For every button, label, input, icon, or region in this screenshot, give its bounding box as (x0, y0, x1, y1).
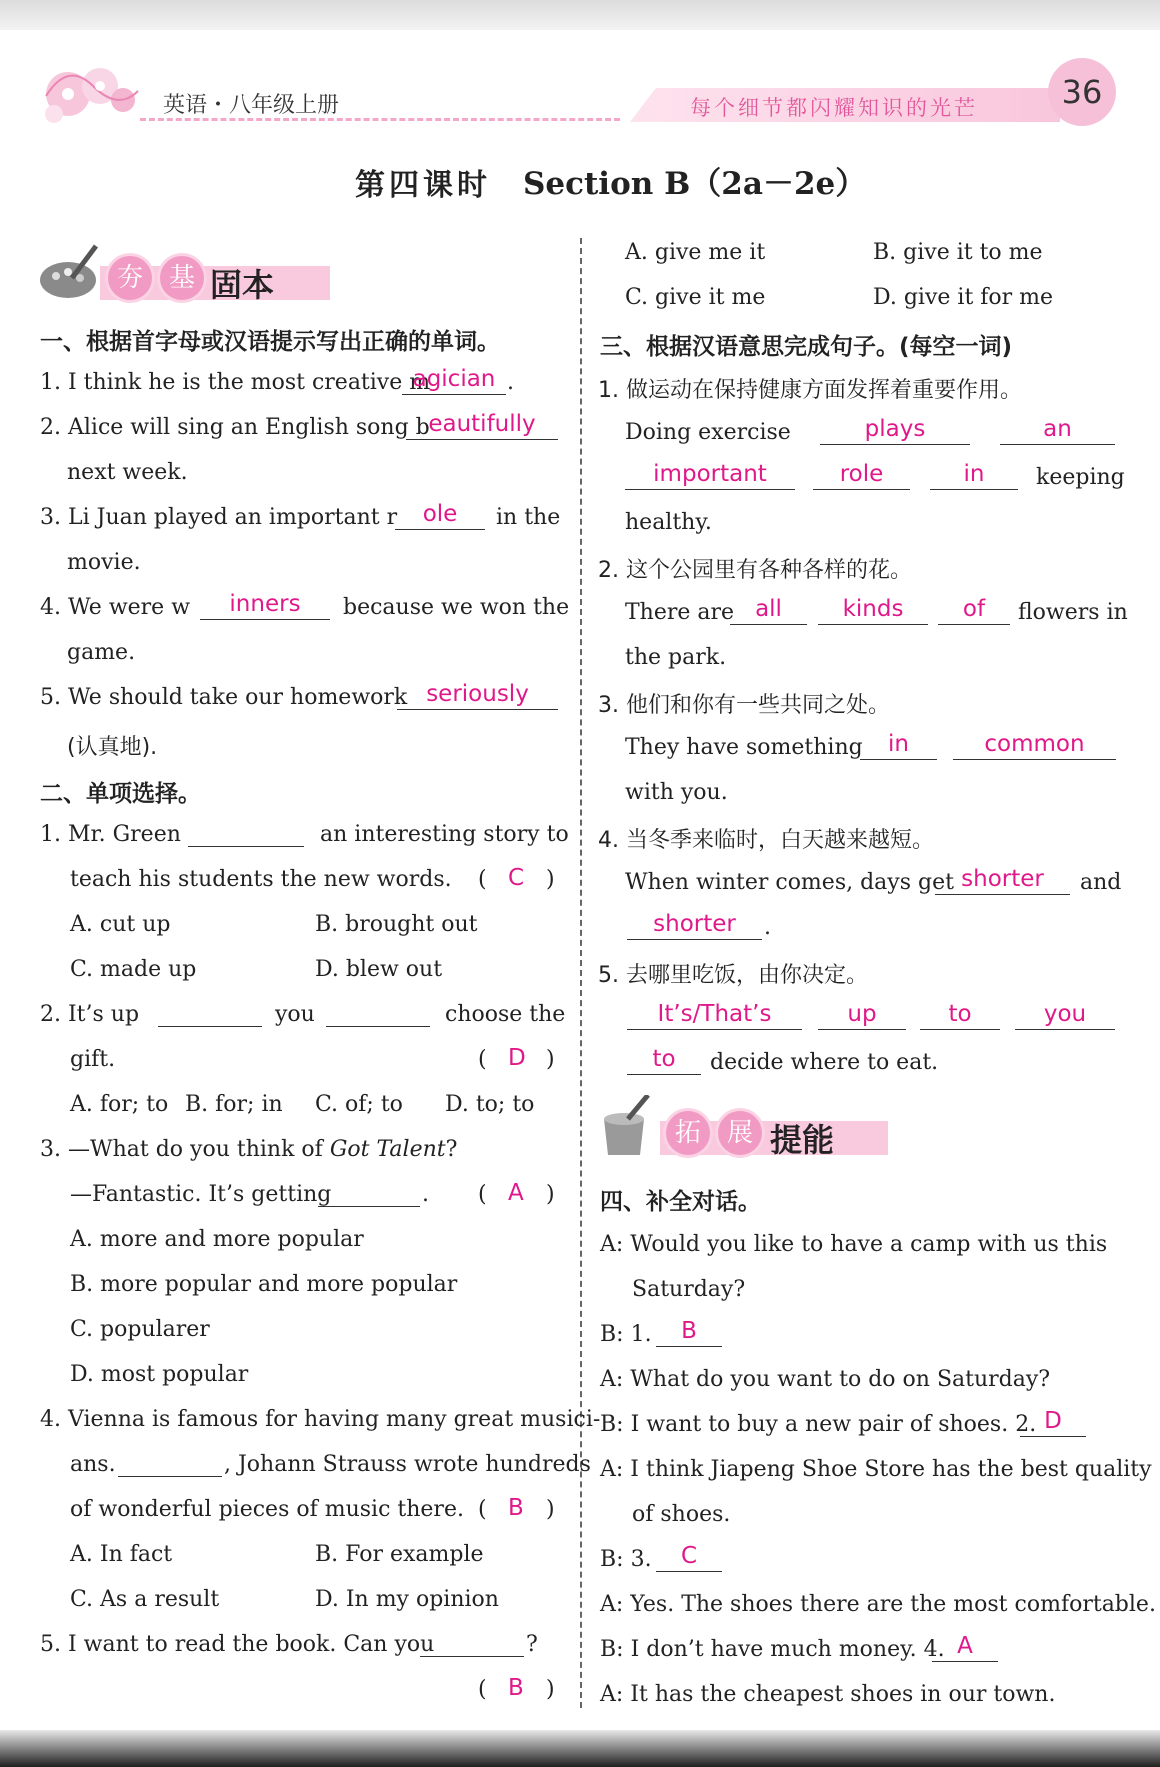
p3-q2-blank3: of (938, 596, 1010, 625)
p3-q4-cn: 4. 当冬季来临时，白天越来越短。 (598, 828, 934, 853)
dialog-line-6: B: 3. (600, 1547, 652, 1572)
p2-q1-option-b: B. brought out (315, 912, 478, 937)
palette-icon (38, 242, 102, 302)
p3-q5-post: decide where to eat. (710, 1050, 939, 1075)
paren: ) (546, 1182, 555, 1207)
p3-q5-blank5: to (627, 1046, 701, 1075)
section-title: Section B（2a－2e） (523, 166, 867, 202)
p2-q3-option-d: D. most popular (70, 1362, 249, 1387)
p1-q1-text: 1. I think he is the most creative m (40, 370, 431, 395)
p3-q1-post: keeping (1036, 465, 1125, 490)
p2-q1-text-b: an interesting story to (320, 822, 569, 847)
p2-q5-option-b: B. give it to me (873, 240, 1043, 265)
p2-q4-line3: of wonderful pieces of music there. (70, 1497, 464, 1522)
dialog-blank-3: C (656, 1543, 722, 1572)
p1-q4-post: because we won the (343, 595, 570, 620)
p3-q1-blank2: an (1000, 416, 1115, 445)
p3-q3-cn: 3. 他们和你有一些共同之处。 (598, 693, 890, 718)
p2-q5-option-c: C. give it me (625, 285, 766, 310)
p2-q2-text: 2. It’s up (40, 1002, 140, 1027)
p3-q2-post: flowers in (1018, 600, 1128, 625)
p3-q1-blank5: in (930, 461, 1018, 490)
p3-q3-blank1: in (860, 731, 937, 760)
dialog-line-1b: Saturday? (632, 1277, 746, 1302)
p1-q1-end: . (507, 370, 514, 395)
p3-q4-post: and (1080, 870, 1122, 895)
p1-q5-cont: (认真地). (67, 735, 158, 760)
paren: ) (546, 1677, 555, 1702)
p2-q3-answer: A (508, 1180, 524, 1206)
p1-q2-text: 2. Alice will sing an English song b (40, 415, 430, 440)
header-dash-line (140, 118, 620, 121)
paren: ( (478, 1047, 487, 1072)
dialog-line-5: A: I think Jiapeng Shoe Store has the best quality (600, 1457, 1152, 1482)
p1-q2-cont: next week. (67, 460, 188, 485)
p2-q3-option-b: B. more popular and more popular (70, 1272, 458, 1297)
p3-q4-end: . (764, 915, 771, 940)
p2-q4-option-b: B. For example (315, 1542, 484, 1567)
p3-q3-blank2: common (953, 731, 1116, 760)
dialog-line-8: B: I don’t have much money. 4. (600, 1637, 945, 1662)
p2-q5-text: 5. I want to read the book. Can you (40, 1632, 435, 1657)
p3-q1-cn: 1. 做运动在保持健康方面发挥着重要作用。 (598, 378, 1022, 403)
p2-q5-end: ? (526, 1632, 538, 1657)
p2-q1-option-d: D. blew out (315, 957, 443, 982)
p2-q5-option-d: D. give it for me (873, 285, 1054, 310)
p2-q1-blank (188, 818, 304, 847)
page-number: 36 (1048, 58, 1116, 126)
p2-q4-answer: B (508, 1495, 524, 1521)
p2-q3-blank (318, 1178, 420, 1207)
p3-q2-cont: the park. (625, 645, 727, 670)
p2-q4-option-c: C. As a result (70, 1587, 220, 1612)
p3-q5-blank4: you (1015, 1001, 1115, 1030)
p2-q5-blank (420, 1628, 524, 1657)
part3-heading: 三、根据汉语意思完成句子。(每空一词) (600, 334, 1013, 360)
p1-q3-blank: ole (395, 501, 485, 530)
p2-q3-end: . (422, 1182, 429, 1207)
p2-q4-option-a: A. In fact (70, 1542, 173, 1567)
viewer-top-bar (0, 0, 1160, 30)
dialog-line-3: A: What do you want to do on Saturday? (600, 1367, 1051, 1392)
dialog-line-2: B: 1. (600, 1322, 652, 1347)
p2-q4-line2a: ans. (70, 1452, 116, 1477)
dialog-line-7: A: Yes. The shoes there are the most comfortable. (600, 1592, 1156, 1617)
p3-q2-pre: There are (625, 600, 735, 625)
header-motto: 每个细节都闪耀知识的光芒 (690, 96, 978, 120)
dialog-line-1: A: Would you like to have a camp with us this (600, 1232, 1108, 1257)
paren: ) (546, 1497, 555, 1522)
p3-q3-pre: They have something (625, 735, 863, 760)
p2-q3-line2: —Fantastic. It’s getting (70, 1182, 332, 1207)
part1-heading: 一、根据首字母或汉语提示写出正确的单词。 (40, 329, 500, 355)
part2-heading: 二、单项选择。 (40, 781, 201, 807)
p3-q5-blank2: up (818, 1001, 906, 1030)
p2-q2-option-c: C. of; to (315, 1092, 403, 1117)
paren: ( (478, 867, 487, 892)
p1-q4-text: 4. We were w (40, 595, 191, 620)
paren: ) (546, 867, 555, 892)
p3-q1-pre: Doing exercise (625, 420, 791, 445)
p3-q3-cont: with you. (625, 780, 728, 805)
part4-heading: 四、补全对话。 (600, 1189, 761, 1215)
p2-q2-option-b: B. for; in (185, 1092, 283, 1117)
book-title: 英语・八年级上册 (163, 93, 340, 118)
p3-q5-blank1: It’s/That’s (627, 1001, 802, 1030)
p2-q2-option-a: A. for; to (70, 1092, 169, 1117)
p1-q4-cont: game. (67, 640, 136, 665)
dialog-blank-1: B (656, 1318, 722, 1347)
p2-q2-blank2 (326, 998, 430, 1027)
lesson-label: 第四课时 (355, 168, 491, 203)
p1-q1-blank: agician (402, 366, 506, 395)
badge-basic: 夯 基 固本 (38, 238, 298, 308)
p2-q2-text-b: you (275, 1002, 315, 1027)
p2-q3-text: 3. —What do you think of Got Talent? (40, 1137, 458, 1162)
dialog-line-5b: of shoes. (632, 1502, 731, 1527)
p2-q5-answer: B (508, 1675, 524, 1701)
p3-q4-blank2: shorter (627, 911, 762, 940)
p2-q2-blank1 (158, 998, 262, 1027)
column-divider (580, 238, 582, 1708)
p3-q4-pre: When winter comes, days get (625, 870, 954, 895)
p3-q1-blank4: role (813, 461, 910, 490)
p2-q4-option-d: D. In my opinion (315, 1587, 499, 1612)
p2-q1-answer: C (508, 865, 525, 891)
p3-q2-cn: 2. 这个公园里有各种各样的花。 (598, 558, 912, 583)
viewer-bottom-bar (0, 1730, 1160, 1767)
dialog-blank-2: D (1020, 1408, 1086, 1437)
p3-q2-blank2: kinds (818, 596, 928, 625)
p1-q2-blank: eautifully (406, 411, 558, 440)
p2-q4-line2b: , Johann Strauss wrote hundreds (224, 1452, 591, 1477)
p2-q2-text-c: choose the (445, 1002, 566, 1027)
p1-q4-blank: inners (200, 591, 330, 620)
p2-q5-option-a: A. give me it (625, 240, 766, 265)
dialog-blank-4: A (932, 1633, 998, 1662)
p2-q1-line2: teach his students the new words. (70, 867, 452, 892)
badge-extend: 拓 展 提能 (598, 1093, 858, 1163)
p2-q4-text: 4. Vienna is famous for having many great musici- (40, 1407, 601, 1432)
p3-q5-cn: 5. 去哪里吃饭，由你决定。 (598, 963, 868, 988)
p3-q1-blank3: important (625, 461, 795, 490)
p1-q3-cont: movie. (67, 550, 141, 575)
p2-q1-option-a: A. cut up (70, 912, 171, 937)
paren: ( (478, 1677, 487, 1702)
p2-q2-answer: D (508, 1045, 526, 1071)
p3-q5-blank3: to (920, 1001, 1000, 1030)
p2-q3-option-a: A. more and more popular (70, 1227, 364, 1252)
flower-ornament-icon (38, 56, 142, 126)
p1-q3-text: 3. Li Juan played an important r (40, 505, 398, 530)
p3-q1-blank1: plays (820, 416, 970, 445)
paren: ) (546, 1047, 555, 1072)
p1-q3-post: in the (496, 505, 561, 530)
p2-q4-blank (118, 1448, 222, 1477)
p3-q2-blank1: all (730, 596, 807, 625)
paren: ( (478, 1497, 487, 1522)
p2-q1-text: 1. Mr. Green (40, 822, 181, 847)
p2-q2-line2: gift. (70, 1047, 116, 1072)
p3-q1-cont: healthy. (625, 510, 712, 535)
paint-bucket-icon (598, 1095, 656, 1159)
paren: ( (478, 1182, 487, 1207)
p2-q1-option-c: C. made up (70, 957, 197, 982)
p1-q5-blank: seriously (397, 681, 558, 710)
p2-q3-option-c: C. popularer (70, 1317, 210, 1342)
p1-q5-text: 5. We should take our homework (40, 685, 408, 710)
dialog-line-4: B: I want to buy a new pair of shoes. 2. (600, 1412, 1037, 1437)
dialog-line-9: A: It has the cheapest shoes in our town. (600, 1682, 1056, 1707)
p2-q2-option-d: D. to; to (445, 1092, 535, 1117)
p3-q4-blank1: shorter (935, 866, 1070, 895)
